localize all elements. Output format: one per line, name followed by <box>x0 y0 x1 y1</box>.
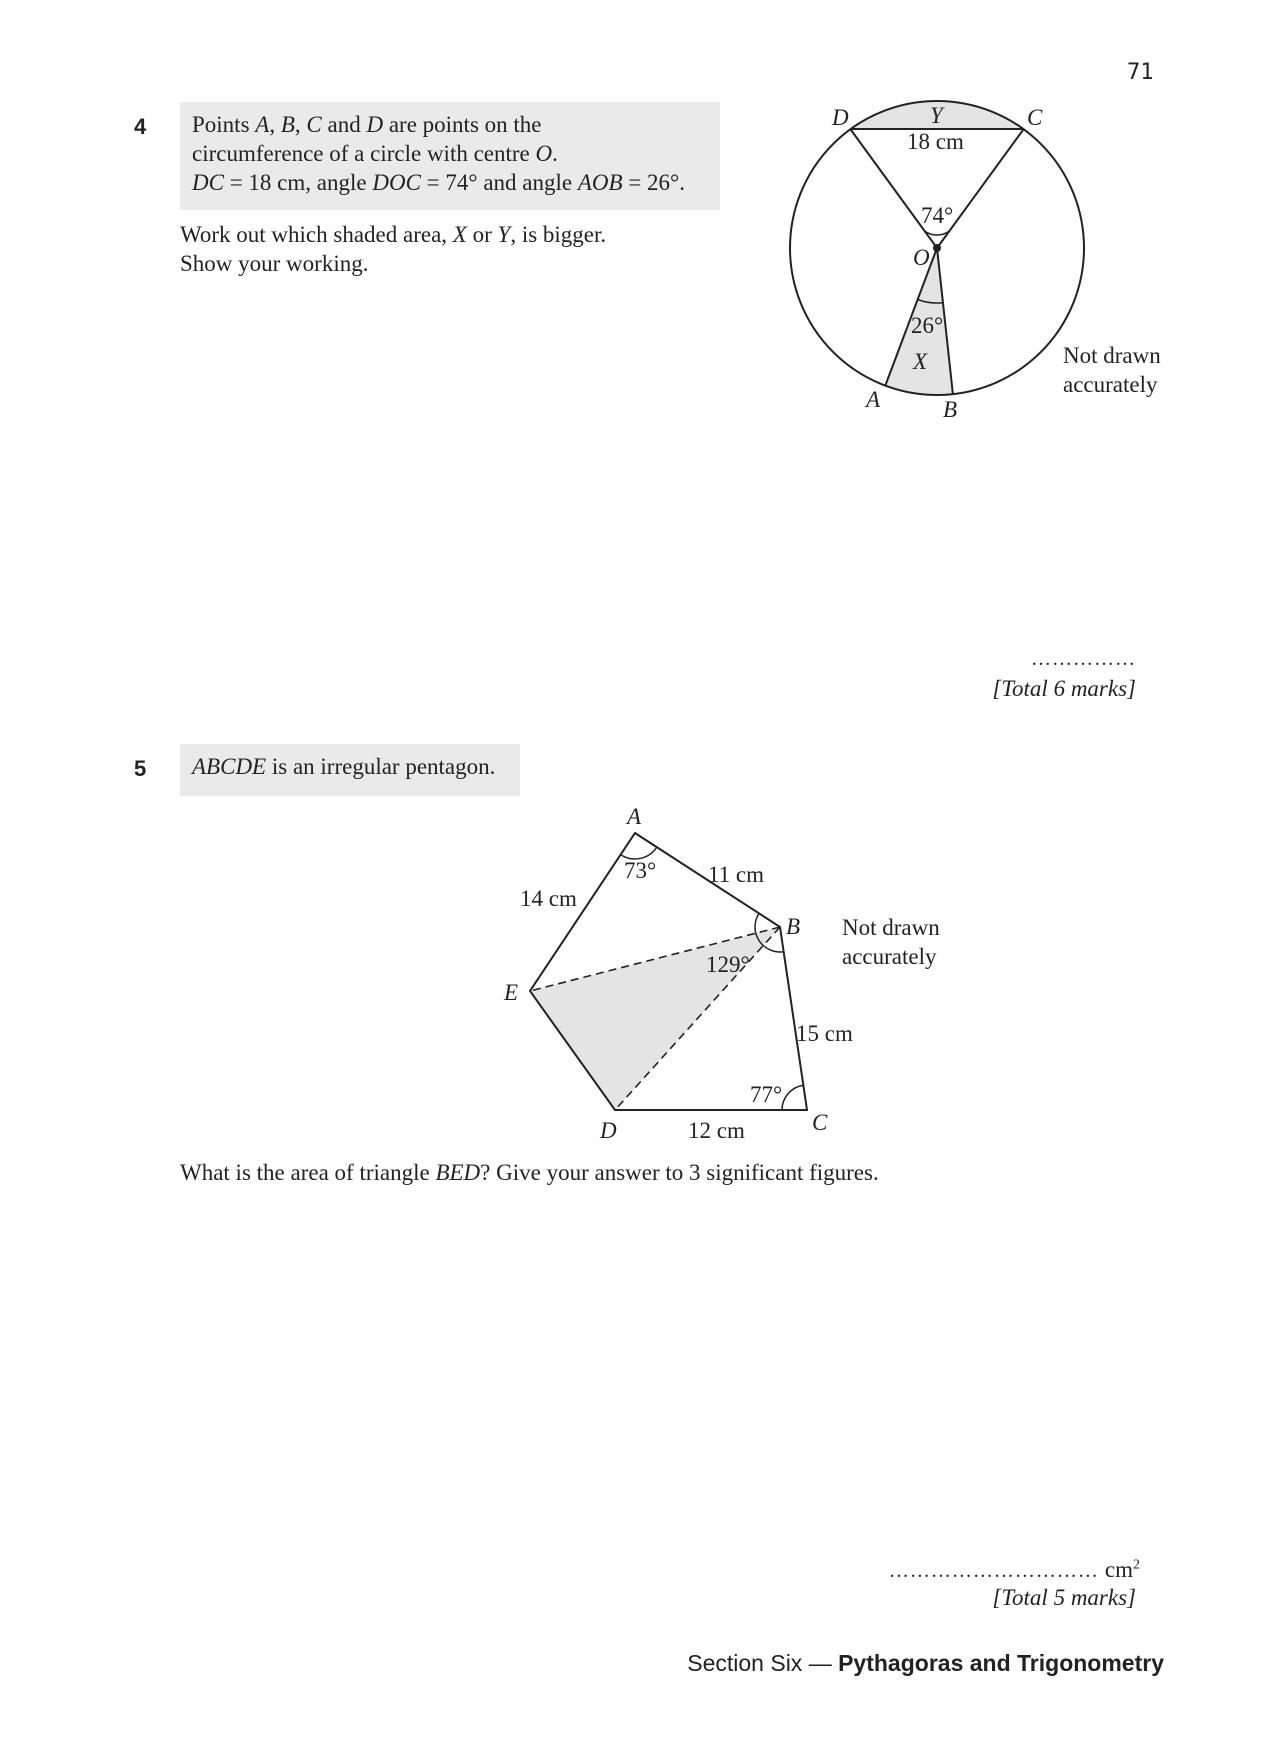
note-not-drawn-accurately-line-2: accurately <box>842 944 937 969</box>
question-4-total-marks: [Total 6 marks] <box>992 676 1136 701</box>
question-4-given-line-1: Points A, B, C and D are points on the <box>192 112 542 137</box>
question-4-given-box <box>180 102 720 210</box>
question-4-given-line-3: DC = 18 cm, angle DOC = 74° and angle AOB = 26°. <box>192 170 685 195</box>
label-angle-a: 73° <box>624 858 657 883</box>
label-chord-dc-length: 18 cm <box>907 129 964 154</box>
question-5-given-box: ABCDE is an irregular pentagon. <box>180 744 520 796</box>
question-4-task-line-2: Show your working. <box>180 251 369 276</box>
label-vertex-c: C <box>812 1110 828 1135</box>
label-side-dc: 12 cm <box>688 1118 745 1143</box>
label-point-c: C <box>1027 105 1043 130</box>
note-not-drawn-accurately-line-1: Not drawn <box>842 915 940 940</box>
label-vertex-b: B <box>786 914 801 939</box>
question-5-answer-line[interactable]: ………………………… $cm^2$ <box>888 1557 1140 1582</box>
label-side-ab: 11 cm <box>708 862 764 887</box>
footer-dash: — <box>802 1650 839 1676</box>
footer-topic: Pythagoras and Trigonometry <box>838 1650 1164 1676</box>
label-point-b: B <box>943 397 958 422</box>
note-not-drawn-accurately-line-2: accurately <box>1063 372 1158 397</box>
question-4-circle-diagram <box>770 95 1190 430</box>
page-number: 71 <box>1127 60 1154 85</box>
question-4-task <box>180 220 720 278</box>
label-vertex-d: D <box>600 1118 617 1143</box>
question-4-task-line-1: Work out which shaded area, X or Y, is bigger. <box>180 222 607 247</box>
question-5-number: 5 <box>134 756 147 781</box>
label-sector-x: X <box>913 349 928 374</box>
answer-unit: $cm^2$ <box>1104 1557 1140 1582</box>
centre-o-dot <box>933 244 941 252</box>
label-centre-o: O <box>913 245 930 270</box>
question-5-total-marks: [Total 5 marks] <box>992 1585 1136 1610</box>
angle-arc-c <box>782 1085 803 1110</box>
question-4-answer-line[interactable]: …………… <box>1031 648 1136 670</box>
question-4-given-line-2: circumference of a circle with centre O. <box>192 141 558 166</box>
label-point-d: D <box>832 105 849 130</box>
question-5-task: What is the area of triangle BED? Give your answer to 3 significant figures. <box>180 1160 879 1185</box>
question-5-pentagon-diagram <box>490 800 970 1150</box>
label-segment-y: Y <box>930 103 943 128</box>
footer-section: Section Six <box>687 1650 803 1676</box>
label-angle-doc: 74° <box>921 203 954 228</box>
label-vertex-e: E <box>504 980 519 1005</box>
label-angle-b: 129° <box>706 952 750 977</box>
label-angle-c: 77° <box>750 1082 783 1107</box>
label-point-a: A <box>866 387 881 412</box>
page-footer <box>680 1650 1164 1677</box>
note-not-drawn-accurately-line-1: Not drawn <box>1063 343 1161 368</box>
label-angle-aob: 26° <box>911 313 944 338</box>
label-vertex-a: A <box>627 804 642 829</box>
label-side-ea: 14 cm <box>520 886 577 911</box>
label-side-bc: 15 cm <box>796 1021 853 1046</box>
question-4-number: 4 <box>134 114 147 139</box>
